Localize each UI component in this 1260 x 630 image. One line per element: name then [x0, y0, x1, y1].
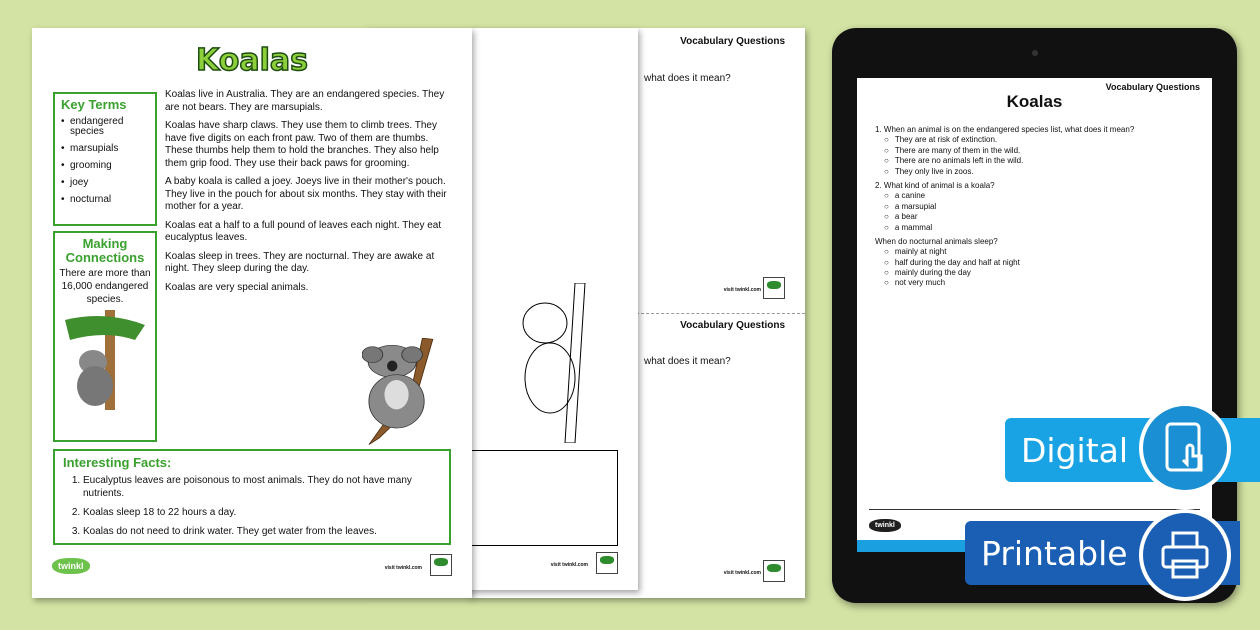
tablet-touch-icon	[1139, 402, 1231, 494]
twinkl-badge-icon	[596, 552, 618, 574]
worksheet-header: Vocabulary Questions	[680, 36, 785, 47]
printer-icon	[1139, 509, 1231, 601]
digital-badge: Digital	[1005, 418, 1260, 482]
answer-option[interactable]: ○ a marsupial	[875, 202, 1205, 212]
footer-text: visit twinkl.com	[550, 562, 588, 568]
answer-option[interactable]: ○ a bear	[875, 212, 1205, 222]
camera-icon	[1032, 50, 1038, 56]
key-term: • marsupials	[61, 144, 149, 154]
worksheet-title: Koalas	[1006, 92, 1063, 111]
answer-option[interactable]: ○ There are no animals left in the wild.	[875, 156, 1205, 166]
reading-text	[165, 89, 455, 300]
paragraph: Koalas have sharp claws. They use them to climb trees. They have five digits on each front paw. Two of them are thumbs. These thumbs help them to hold the branches. They also help them grip food. They use their back paws for grooming.	[165, 120, 439, 169]
worksheet-header: Vocabulary Questions	[680, 320, 785, 331]
fact-item: 3. Koalas do not need to drink water. They get water from the leaves.	[83, 525, 441, 538]
key-term: • joey	[61, 178, 149, 188]
answer-option[interactable]: ○ mainly at night	[875, 247, 1205, 257]
footer-text: visit twinkl.com	[384, 565, 422, 571]
making-connections-box	[53, 231, 157, 442]
twinkl-logo: twinkl	[52, 558, 90, 574]
paragraph: Koalas live in Australia. They are an endangered species. They are not bears. They are marsupials.	[165, 89, 445, 113]
answer-option[interactable]: ○ a canine	[875, 191, 1205, 201]
worksheet-header: Vocabulary Questions	[1105, 82, 1200, 92]
fact-item: 2. Koalas sleep 18 to 22 hours a day.	[83, 506, 441, 519]
answer-option[interactable]: ○ They are at risk of extinction.	[875, 135, 1205, 145]
question-text: what does it mean?	[644, 356, 731, 367]
question: 1. When an animal is on the endangered species list, what does it mean?	[875, 125, 1135, 134]
answer-option[interactable]: ○ a mammal	[875, 223, 1205, 233]
worksheet-title: Koalas	[196, 43, 308, 78]
question: 2. What kind of animal is a koala?	[875, 180, 995, 190]
footer-text: visit twinkl.com	[723, 570, 761, 576]
key-term: • nocturnal	[61, 195, 149, 205]
interesting-facts-box	[53, 449, 451, 545]
key-term: • endangered species	[61, 117, 149, 137]
twinkl-badge-icon	[763, 277, 785, 299]
facts-heading: Interesting Facts:	[63, 455, 172, 470]
answer-option[interactable]: ○ half during the day and half at night	[875, 258, 1205, 268]
answer-option[interactable]: ○ They only live in zoos.	[875, 167, 1205, 177]
answer-option[interactable]: ○ not very much	[875, 278, 1205, 288]
key-terms-heading: Key Terms	[61, 97, 127, 112]
making-connections-text: There are more than 16,000 endangered species.	[59, 268, 151, 306]
making-connections-heading: Making Connections	[65, 236, 145, 265]
footer-text: visit twinkl.com	[723, 287, 761, 293]
question-text: what does it mean?	[644, 73, 731, 84]
question: When do nocturnal animals sleep?	[875, 236, 998, 246]
koala-illustration	[362, 338, 457, 446]
footer-divider	[869, 509, 1200, 510]
answer-option[interactable]: ○ mainly during the day	[875, 268, 1205, 278]
answer-option[interactable]: ○ There are many of them in the wild.	[875, 146, 1205, 156]
question-list	[875, 121, 1205, 289]
colour-worksheet-page	[32, 28, 472, 598]
fact-item: 1. Eucalyptus leaves are poisonous to most animals. They do not have many nutrients.	[83, 474, 441, 500]
twinkl-badge-icon	[763, 560, 785, 582]
twinkl-badge-icon	[430, 554, 452, 576]
koala-outline-illustration	[505, 283, 615, 443]
key-term: • grooming	[61, 161, 149, 171]
twinkl-logo: twinkl	[869, 519, 901, 532]
key-terms-box	[53, 92, 157, 226]
paragraph: Koalas sleep in trees. They are nocturnal. They are awake at night. They sleep during the day.	[165, 250, 435, 274]
paragraph: Koalas eat a half to a full pound of leaves each night. They eat eucalyptus leaves.	[165, 219, 442, 243]
printable-badge: Printable	[965, 521, 1240, 585]
paragraph: A baby koala is called a joey. Joeys live in their mother's pouch. They live in the pouch for about six months. They stay with their mother for a year.	[165, 176, 447, 212]
paragraph: Koalas are very special animals.	[165, 281, 309, 293]
koala-photo-illustration	[65, 310, 145, 410]
